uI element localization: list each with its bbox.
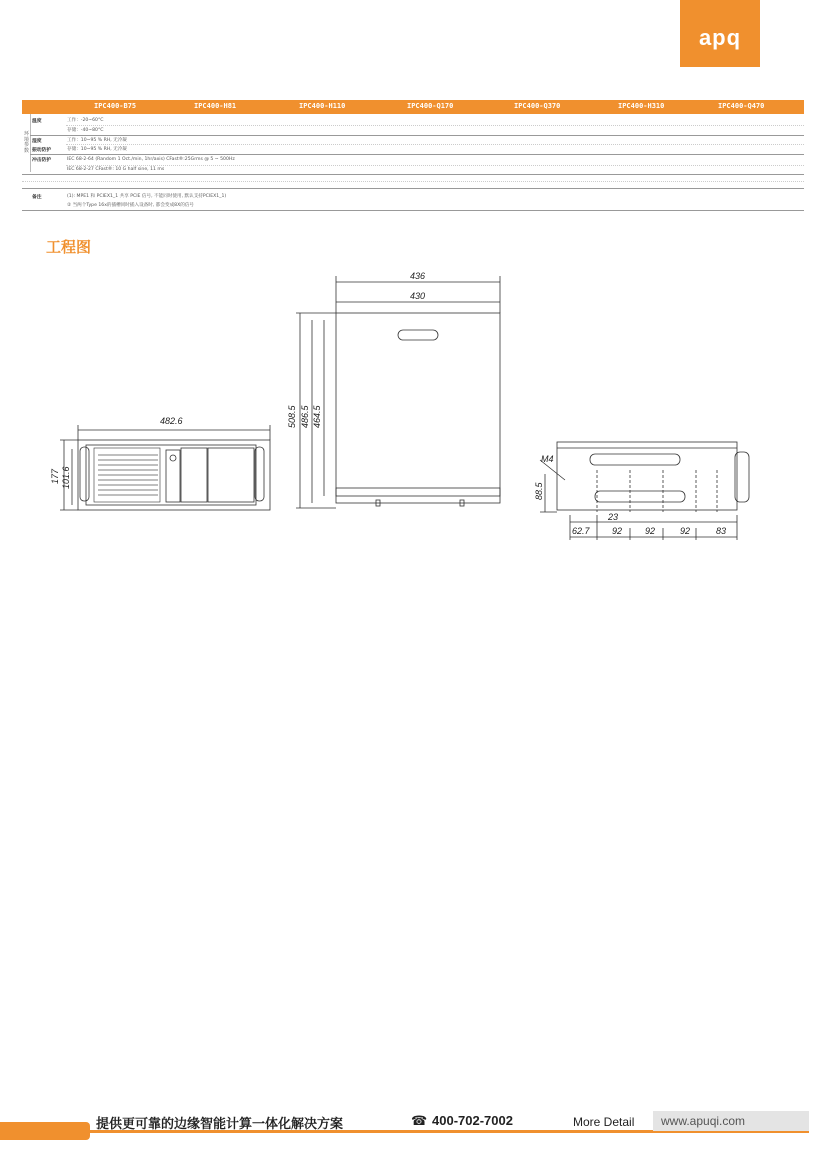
spec-table — [22, 100, 804, 214]
spec-table-header — [22, 100, 804, 114]
dim-side-thread: M4 — [541, 454, 554, 464]
row-value: IEC 68-2-64 (Random 1 Oct./min, 1hr/axis) CFast®:25Grms @ 5 ~ 500Hz — [67, 157, 235, 162]
top-view — [287, 271, 500, 508]
col-header: IPC400-Q470 — [718, 102, 765, 110]
dim-side-segment: 83 — [716, 526, 727, 536]
dim-front-width: 482.6 — [160, 416, 183, 426]
dim-side-height: 88.5 — [534, 482, 544, 500]
dim-front-height-outer: 177 — [50, 468, 60, 484]
dim-side-segment: 92 — [612, 526, 623, 536]
dim-side-segment: 92 — [645, 526, 656, 536]
row-value: 存储：-40~80°C — [67, 128, 104, 133]
website-url[interactable]: www.apuqi.com — [661, 1114, 746, 1128]
row-value: 工作：-20~60°C — [67, 118, 104, 123]
brand-logo — [680, 0, 760, 67]
phone-icon: ☎ — [411, 1114, 428, 1129]
row-value: 工作：10~95 % RH, 无冷凝 — [67, 138, 127, 143]
col-header: IPC400-B75 — [94, 102, 137, 110]
engineering-drawing — [0, 260, 826, 550]
dim-top-depth-2: 486.5 — [300, 405, 310, 428]
dim-top-depth-3: 464.5 — [312, 405, 322, 428]
logo-text: apq — [698, 25, 742, 50]
col-header: IPC400-H310 — [618, 102, 665, 110]
row-label: 湿度 — [32, 139, 42, 144]
dim-side-segment: 92 — [680, 526, 691, 536]
dim-side-offset: 23 — [608, 512, 619, 522]
row-value: IEC 68-2-27 CFast®: 10 G half sine, 11 ms — [67, 167, 165, 172]
side-view — [534, 442, 749, 540]
row-label: 冲击防护 — [32, 158, 52, 163]
row-value: 存储：10~95 % RH, 无冷凝 — [67, 147, 127, 152]
col-header: IPC400-H110 — [299, 102, 346, 110]
section-title: 工程图 — [46, 238, 92, 256]
notes-label: 备注 — [32, 195, 42, 200]
col-header: IPC400-Q170 — [407, 102, 454, 110]
group-label: 环境参数 — [24, 131, 30, 154]
dim-front-height-inner: 101.6 — [61, 466, 71, 489]
row-label: 温度 — [32, 119, 42, 124]
front-view — [50, 416, 270, 510]
note-line: ② 当两个Type 16x的插槽同时插入设备时, 都会变成8X的信号 — [67, 203, 195, 208]
note-line: (1): MPE1 和 PCIEX1_1 共享 PCIE 信号, 不能同时使用, 默认支持PCIEX1_1) — [67, 194, 227, 199]
dim-side-segment: 62.7 — [572, 526, 590, 536]
row-label: 振动防护 — [32, 148, 52, 153]
col-header: IPC400-Q370 — [514, 102, 561, 110]
website-link[interactable] — [653, 1111, 809, 1131]
dim-top-width-inner: 430 — [410, 291, 426, 301]
col-header: IPC400-H81 — [194, 102, 237, 110]
dim-top-width-outer: 436 — [410, 271, 426, 281]
more-detail-label: More Detail — [573, 1115, 635, 1129]
dim-top-depth-1: 508.5 — [287, 405, 297, 428]
spec-table-body — [22, 114, 804, 214]
footer-slogan: 提供更可靠的边缘智能计算一体化解决方案 — [96, 1117, 344, 1132]
footer-phone: 400-702-7002 — [432, 1113, 513, 1128]
